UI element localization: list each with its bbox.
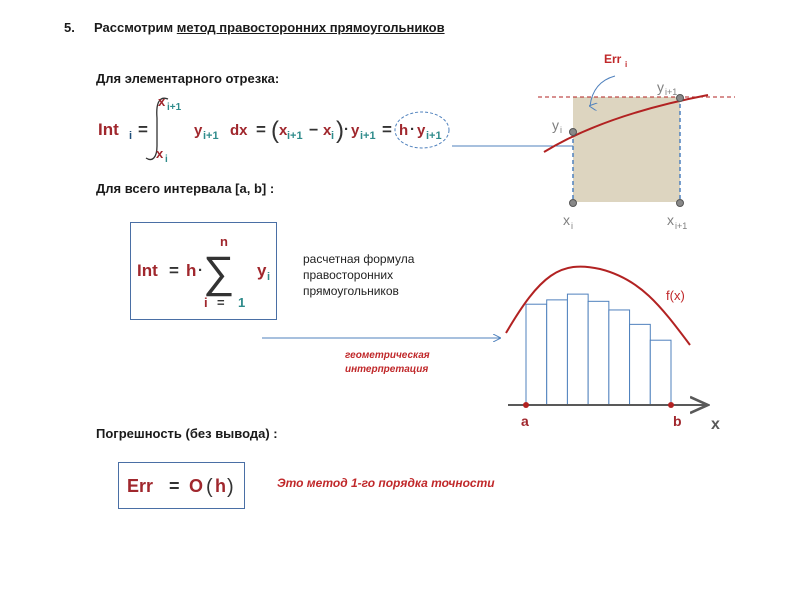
point-a	[523, 402, 529, 408]
fe-h: h	[215, 476, 226, 496]
bar-6	[630, 324, 651, 405]
fs-h: h	[186, 261, 197, 280]
yi-label: y	[552, 117, 559, 133]
fi-x1: x	[279, 122, 288, 139]
caption-line-1: расчетная формула	[303, 252, 415, 266]
fi-integrand: y	[194, 122, 203, 139]
fi-x2: x	[323, 122, 332, 139]
fi-eq: =	[138, 120, 148, 139]
point-xi1	[677, 200, 684, 207]
fs-bottom-eq: =	[217, 295, 225, 310]
formula-int-sum	[131, 223, 275, 318]
bar-5	[609, 310, 630, 405]
err-sub: i	[625, 60, 628, 69]
point-yi1	[677, 95, 684, 102]
fi-x1-sub: i+1	[287, 130, 303, 142]
fs-bottom-one: 1	[238, 295, 246, 310]
fs-y-sub: i	[267, 271, 271, 283]
formula-int-i	[94, 88, 464, 168]
fe-o: O	[189, 476, 204, 496]
fi-y: y	[351, 122, 360, 139]
point-yi	[570, 129, 577, 136]
point-xi	[570, 200, 577, 207]
fi-upper: x	[158, 94, 166, 109]
fi-minus: −	[309, 122, 319, 139]
elementary-label: Для элементарного отрезка:	[96, 71, 280, 86]
formula-caption	[303, 251, 414, 299]
fi-eq2: =	[256, 120, 266, 139]
rectangles-diagram	[500, 255, 740, 435]
fi-lhs: Int	[98, 120, 119, 139]
fi-integrand-sub: i+1	[203, 130, 219, 142]
yi1-label: y	[657, 79, 664, 95]
whole-interval-label: Для всего интервала [a, b] :	[96, 181, 275, 196]
fi-lower-sub: i	[165, 154, 168, 165]
fi-lower: x	[156, 146, 164, 161]
bar-7	[650, 340, 671, 405]
rectangle-area	[573, 97, 680, 202]
geometric-line-2: интерпретация	[345, 364, 429, 375]
fi-dot: ·	[344, 121, 349, 138]
fi-eq3: =	[382, 120, 392, 139]
xi1-label: x	[667, 212, 674, 228]
b-label: b	[673, 413, 682, 429]
xi-label: x	[563, 212, 570, 228]
fe-paren-open: (	[206, 476, 213, 498]
fi-paren-close: )	[336, 117, 344, 144]
yi1-sub: i+1	[665, 87, 678, 97]
fi-x2-sub: i	[331, 130, 335, 142]
fs-bottom-i: i	[204, 295, 208, 310]
fs-top: n	[220, 234, 228, 249]
fe-eq: =	[169, 476, 180, 496]
bar-2	[547, 300, 568, 405]
error-label: Погрешность (без вывода) :	[96, 426, 278, 441]
bar-4	[588, 301, 609, 405]
single-rectangle-diagram	[530, 40, 750, 240]
fi-h: h	[399, 122, 409, 139]
bar-3	[567, 294, 588, 405]
fi-y-sub: i+1	[360, 130, 376, 142]
formula-err	[119, 463, 243, 507]
caption-line-2: правосторонних	[303, 268, 394, 282]
fe-paren-close: )	[227, 476, 234, 498]
fs-lhs: Int	[137, 261, 158, 280]
title-prefix: Рассмотрим	[94, 20, 174, 35]
order-note: Это метод 1-го порядка точности	[277, 476, 495, 490]
fi-upper-sub: i+1	[167, 102, 182, 113]
err-label: Err	[604, 52, 622, 66]
fe-lhs: Err	[127, 476, 154, 496]
a-label: a	[521, 413, 529, 429]
bar-1	[526, 304, 547, 405]
fi-paren-open: (	[271, 117, 279, 144]
geometric-line-1: геометрическая	[345, 350, 430, 361]
f-label: f(x)	[666, 288, 685, 303]
fs-sigma: ∑	[203, 248, 235, 297]
geometric-caption	[345, 349, 430, 377]
caption-line-3: прямоугольников	[303, 284, 399, 298]
xi-sub: i	[571, 221, 573, 231]
point-b	[668, 402, 674, 408]
fi-dx: dx	[230, 122, 248, 139]
yi-sub: i	[560, 125, 562, 135]
fi-y2-sub: i+1	[426, 130, 442, 142]
xi1-sub: i+1	[675, 221, 688, 231]
section-number: 5.	[64, 20, 75, 35]
page-title	[94, 20, 445, 35]
fi-lhs-sub: i	[129, 130, 133, 142]
bars-group	[526, 294, 671, 405]
fs-dot: ·	[198, 262, 203, 279]
fi-y2: y	[417, 122, 426, 139]
title-method: метод правосторонних прямоугольников	[176, 20, 445, 35]
fs-y: y	[257, 261, 267, 280]
x-axis-label: x	[711, 416, 720, 433]
fi-dot2: ·	[410, 121, 415, 138]
fs-eq: =	[169, 261, 179, 280]
